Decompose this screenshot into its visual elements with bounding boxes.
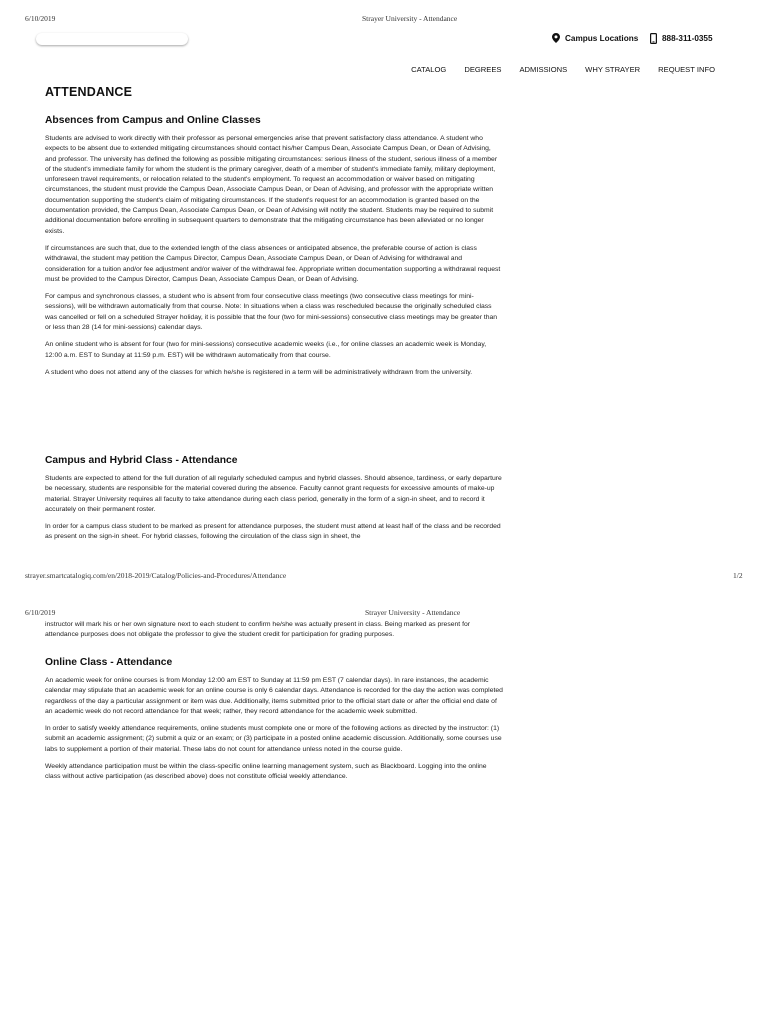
phone-number: 888-311-0355 [662, 34, 713, 43]
nav-catalog[interactable]: CATALOG [411, 65, 447, 74]
paragraph: An academic week for online courses is from Monday 12:00 am EST to Sunday at 11:59 pm EST (7 calendar days). In rare instances, the academic calendar may stipulate that an academic week for an online course is only 6 calendar days. Attendance is recorded for the day the action was completed regardless of the day a particular assignment or item was due. Additionally, items submitted prior to the official start date or after the official end date of an academic week do not record attendance for that week; rather, they record attendance for the academic week submitted. [45, 677, 503, 715]
paragraph: In order to satisfy weekly attendance requirements, online students must complete one or more of the following actions as directed by the instructor: (1) submit an academic assignment; (2) submit a quiz or an exam; or (3) participate in a posted online academic discussion. Additionally, some courses use labs to supplement a portion of their material. These labs do not count for attendance unless noted in the course guide. [45, 725, 502, 753]
paragraph: In order for a campus class student to be marked as present for attendance purposes, the student must attend at least half of the class and be recorded as present on the sign-in sheet. For hybrid classes, following the circulation of the class sign in sheet, the [45, 523, 501, 541]
nav-admissions[interactable]: ADMISSIONS [519, 65, 568, 74]
campus-locations-link[interactable] [552, 33, 638, 43]
campus-hybrid-section [45, 455, 503, 550]
paragraph: If circumstances are such that, due to the extended length of the class absences or anticipated absence, the preferable course of action is class withdrawal, the student may petition the Campus Director, Campus Dean, Associate Campus Dean, or Dean of Advising for withdrawal and consideration for a tuition and/or fee adjustment and/or waiver of the withdrawal fee. Appropriate written documentation supporting a withdrawal request must be provided to the Campus Director, Campus Dean, Associate Campus Dean, or Dean of Advising. [45, 244, 501, 283]
print-title-page-2: Strayer University - Attendance [365, 608, 461, 617]
online-section [45, 657, 503, 790]
print-date: 6/10/2019 [25, 14, 56, 23]
print-page-number: 1/2 [733, 571, 743, 580]
campus-locations-label: Campus Locations [565, 33, 639, 43]
nav-why-strayer[interactable]: WHY STRAYER [585, 65, 641, 74]
print-date-page-2: 6/10/2019 [25, 608, 56, 617]
nav-degrees[interactable]: DEGREES [464, 65, 502, 74]
page-2-content [45, 620, 503, 648]
paragraph: For campus and synchronous classes, a student who is absent from four consecutive class meetings (two consecutive class meetings for mini-sessions), will be withdrawn automatically from that course. Note: In situations when a class was rescheduled because the originally scheduled class was cancelled or fell on a scheduled Strayer holiday, it is possible that the four (two for mini-sessions) consecutive class meetings may be greater than or less than 28 (14 for mini-sessions) calendar days. [45, 293, 498, 332]
paragraph: Students are advised to work directly with their professor as personal emergencies arise that prevent satisfactory class attendance. A student who expects to be absent due to extended mitigating circumstances should contact his/her Campus Dean, Associate Campus Dean, or Dean of Advising, and professor. The university has defined the following as possible mitigating circumstances: serious illness of the student, serious illness of a member of the student's immediate family for whom the student is the primary caregiver, death of a member of student's immediate family, military deployment, unforeseen travel requirements, or relocation related to the student's employment. To request an accommodation or waiver based on mitigating circumstances, the student must provide the Campus Dean, Associate Campus Dean, or Dean of Advising, and professor with the appropriate written documentation supporting the student's claim of mitigating circumstances. If the student's request for an accommodation is granted based on the documentation provided, the Campus Dean, Associate Campus Dean, or Dean of Advising will notify the student. Students may be required to submit additional documentation before enrolling in subsequent quarters to demonstrate that the mitigating circumstance has been alleviated or no longer exists. [45, 135, 498, 235]
paragraph: Weekly attendance participation must be within the class-specific online learning management system, such as Blackboard. Logging into the online class without active participation (as described above) does not constitute official weekly attendance. [45, 763, 487, 781]
nav-request-info[interactable]: REQUEST INFO [658, 65, 715, 74]
page-title: ATTENDANCE [45, 85, 133, 99]
main-nav [411, 65, 715, 74]
logo[interactable] [36, 33, 188, 45]
section-heading-campus-hybrid: Campus and Hybrid Class - Attendance [45, 455, 238, 466]
phone-link[interactable] [650, 33, 713, 44]
paragraph: A student who does not attend any of the classes for which he/she is registered in a term will be administratively withdrawn from the university. [45, 368, 473, 376]
paragraph: Students are expected to attend for the full duration of all regularly scheduled campus and hybrid classes. Should absence, tardiness, or early departure be necessary, students are responsible for the material covered during the absence. Faculty cannot grant requests for excessive amounts of make-up material. Strayer University requires all faculty to take attendance during each class period, generally in the form of a sign-in sheet, and to record it accurately on their permanent roster. [45, 475, 502, 513]
section-heading-absences: Absences from Campus and Online Classes [45, 115, 261, 126]
map-pin-icon [552, 33, 560, 43]
page-1-content [45, 115, 503, 385]
paragraph: An online student who is absent for four (two for mini-sessions) consecutive academic weeks (i.e., for online classes an academic week is Monday, 12:00 a.m. EST to Sunday at 11:59 p.m. EST) will be withdrawn automatically from that course. [45, 341, 487, 359]
print-url: strayer.smartcatalogiq.com/en/2018-2019/Catalog/Policies-and-Procedures/Attendance [25, 571, 287, 580]
section-heading-online: Online Class - Attendance [45, 657, 173, 668]
paragraph-continuation: instructor will mark his or her own signature next to each student to confirm he/she was actually present in class. Being marked as present for attendance purposes does not obligate the professor to give the student credit for participation for grading purposes. [45, 621, 471, 639]
phone-icon [650, 33, 657, 44]
print-title: Strayer University - Attendance [362, 14, 458, 23]
